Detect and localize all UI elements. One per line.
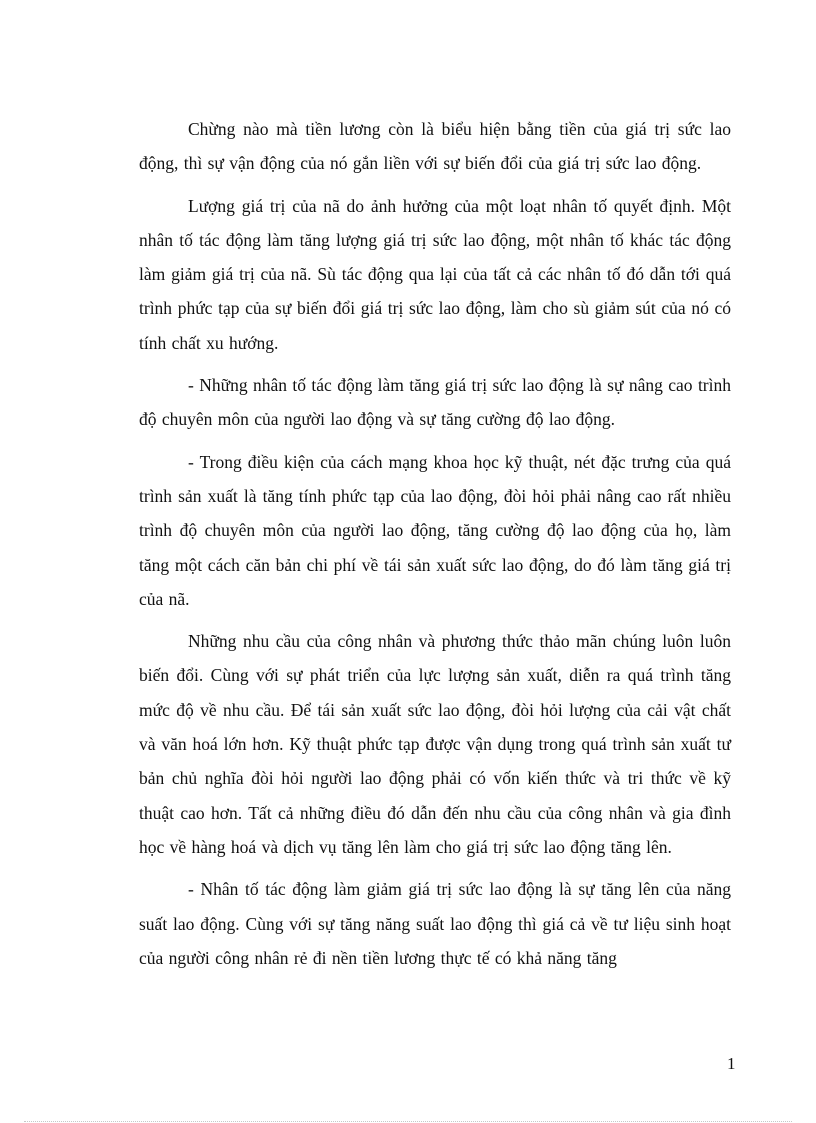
body-text [139,112,731,983]
page-bottom-divider [24,1121,792,1122]
paragraph-6: - Nhân tố tác động làm giảm giá trị sức lao động là sự tăng lên của năng suất lao động. Cùng với sự tăng năng suất lao động thì giá cả về tư liệu sinh hoạt của người công nhân rẻ đi nền tiền lương thực tế có khả năng tăng [139,879,731,968]
paragraph-4: - Trong điều kiện của cách mạng khoa học kỹ thuật, nét đặc trưng của quá trình sản xuất là tăng tính phức tạp của lao động, đòi hỏi phải nâng cao rất nhiều trình độ chuyên môn của người lao động, tăng cường độ lao động của họ, làm tăng một cách căn bản chi phí về tái sản xuất sức lao động, do đó làm tăng giá trị của nã. [139,451,731,609]
paragraph-1: Chừng nào mà tiền lương còn là biểu hiện bằng tiền của giá trị sức lao động, thì sự vận động của nó gắn liền với sự biến đổi của giá trị sức lao động. [139,119,731,174]
page-number: 1 [727,1054,736,1073]
paragraph-3: - Những nhân tố tác động làm tăng giá trị sức lao động là sự nâng cao trình độ chuyên môn của người lao động và sự tăng cường độ lao động. [139,375,731,430]
paragraph-5: Những nhu cầu của công nhân và phương thức thảo mãn chúng luôn luôn biến đổi. Cùng với sự phát triển của lực lượng sản xuất, diễn ra quá trình tăng mức độ về nhu cầu. Để tái sản xuất sức lao động, đòi hỏi lượng của cải vật chất và văn hoá lớn hơn. Kỹ thuật phức tạp được vận dụng trong quá trình sản xuất tư bản chủ nghĩa đòi hỏi người lao động phải có vốn kiến thức và tri thức về kỹ thuật cao hơn. Tất cả những điều đó dẫn đến nhu cầu của công nhân và gia đình học về hàng hoá và dịch vụ tăng lên làm cho giá trị sức lao động tăng lên. [139,631,731,857]
paragraph-2: Lượng giá trị của nã do ảnh hưởng của một loạt nhân tố quyết định. Một nhân tố tác động làm tăng lượng giá trị sức lao động, một nhân tố khác tác động làm giảm giá trị của nã. Sù tác động qua lại của tất cả các nhân tố đó dẫn tới quá trình phức tạp của sự biến đổi giá trị sức lao động, làm cho sù giảm sút của nó có tính chất xu hướng. [139,195,731,353]
